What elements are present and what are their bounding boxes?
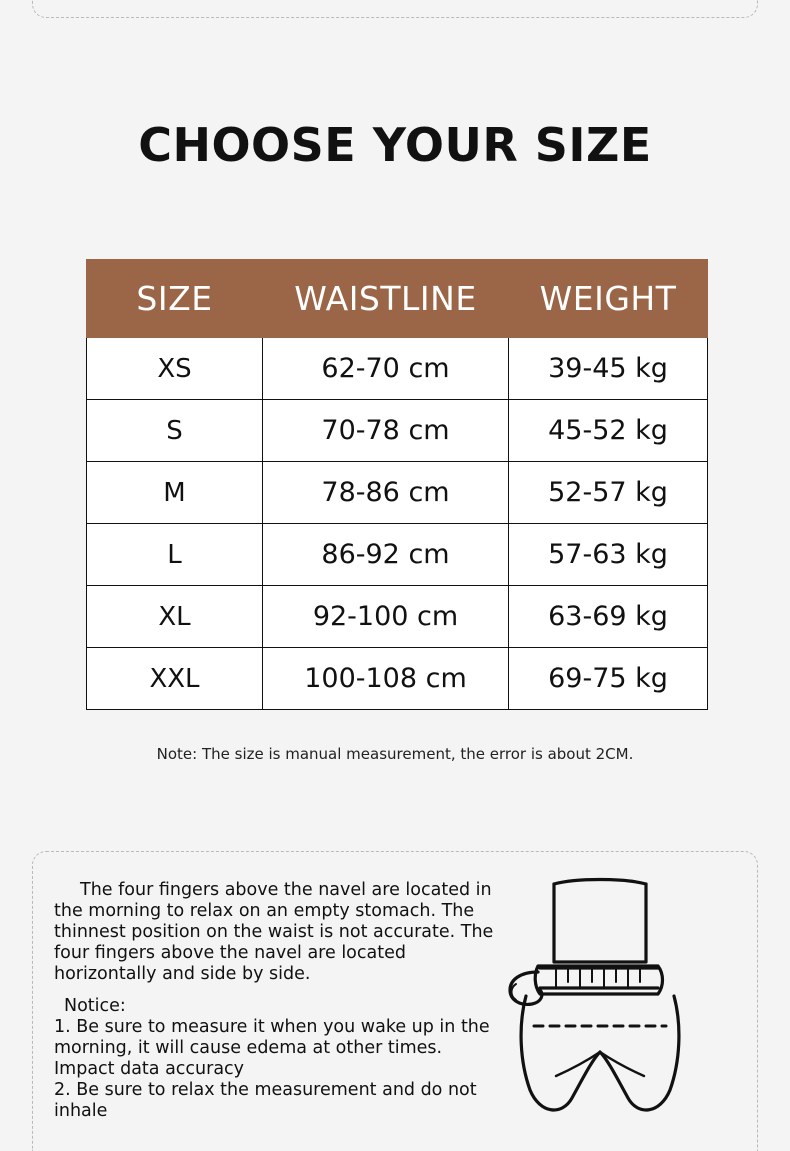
cell-weight: 63-69 kg bbox=[509, 586, 708, 648]
cell-waistline: 78-86 cm bbox=[263, 462, 509, 524]
column-header-size: SIZE bbox=[87, 260, 263, 338]
column-header-waistline: WAISTLINE bbox=[263, 260, 509, 338]
notice-item-1: 1. Be sure to measure it when you wake up in the morning, it will cause edema at other times. Impact data accuracy bbox=[54, 1017, 490, 1079]
cell-size: XS bbox=[87, 338, 263, 400]
table-row bbox=[87, 338, 708, 400]
cell-waistline: 62-70 cm bbox=[263, 338, 509, 400]
cell-weight: 57-63 kg bbox=[509, 524, 708, 586]
cell-weight: 52-57 kg bbox=[509, 462, 708, 524]
notice-label: Notice: bbox=[64, 996, 126, 1016]
cell-size: XL bbox=[87, 586, 263, 648]
cell-size: S bbox=[87, 400, 263, 462]
cell-weight: 69-75 kg bbox=[509, 648, 708, 710]
table-header-row bbox=[87, 260, 708, 338]
instructions-paragraph: The four fingers above the navel are located in the morning to relax on an empty stomach. The thinnest position on the waist is not accurate. The four fingers above the navel are located horizontally and side by side. bbox=[54, 880, 494, 984]
cell-waistline: 86-92 cm bbox=[263, 524, 509, 586]
table-row bbox=[87, 648, 708, 710]
cell-size: M bbox=[87, 462, 263, 524]
cell-weight: 39-45 kg bbox=[509, 338, 708, 400]
notice-item-2: 2. Be sure to relax the measurement and do not inhale bbox=[54, 1080, 477, 1121]
cell-weight: 45-52 kg bbox=[509, 400, 708, 462]
table-row bbox=[87, 586, 708, 648]
table-row bbox=[87, 524, 708, 586]
cell-size: XXL bbox=[87, 648, 263, 710]
cell-size: L bbox=[87, 524, 263, 586]
table-row bbox=[87, 462, 708, 524]
top-dashed-panel bbox=[32, 0, 758, 18]
cell-waistline: 70-78 cm bbox=[263, 400, 509, 462]
column-header-weight: WEIGHT bbox=[509, 260, 708, 338]
page-title: CHOOSE YOUR SIZE bbox=[138, 118, 652, 172]
waist-measurement-illustration bbox=[496, 876, 764, 1116]
size-chart-table bbox=[86, 259, 708, 710]
cell-waistline: 92-100 cm bbox=[263, 586, 509, 648]
cell-waistline: 100-108 cm bbox=[263, 648, 509, 710]
table-row bbox=[87, 400, 708, 462]
measurement-note: Note: The size is manual measurement, the error is about 2CM. bbox=[156, 745, 634, 763]
instructions-block bbox=[54, 880, 494, 1122]
